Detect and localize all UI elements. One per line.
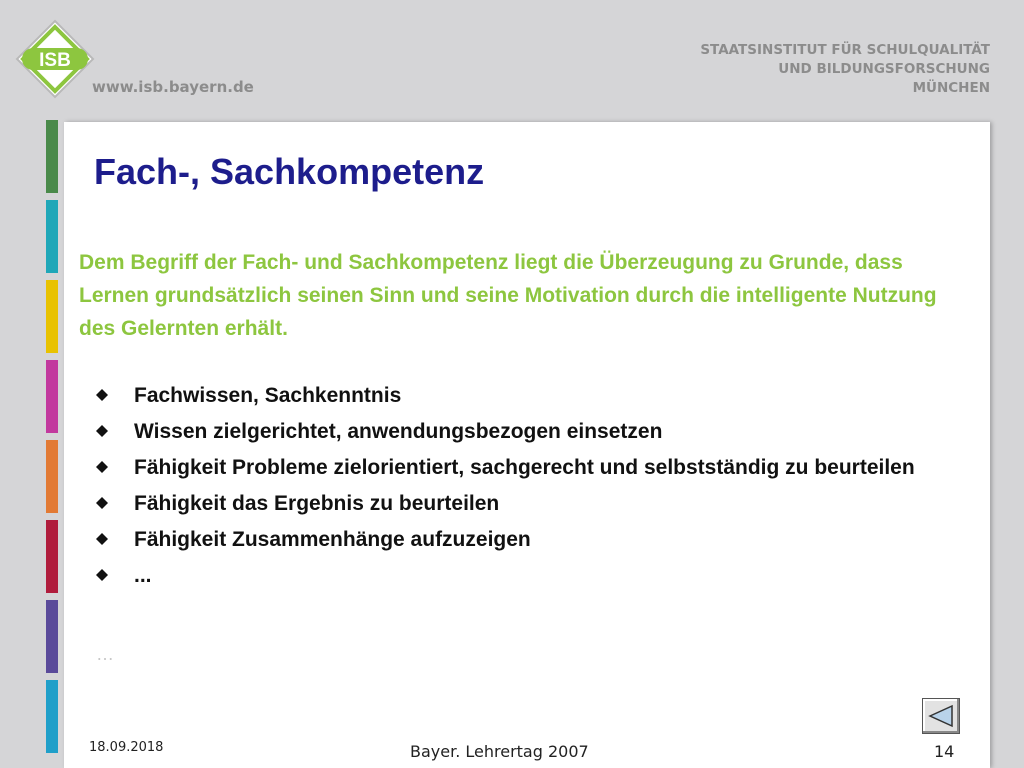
color-bar [46, 600, 58, 673]
diamond-bullet-icon [96, 425, 108, 437]
color-bar-strip [46, 120, 58, 760]
institute-line-2: UND BILDUNGSFORSCHUNG [778, 61, 990, 77]
bullet-text: ... [134, 564, 152, 587]
color-bar [46, 280, 58, 353]
institute-name [700, 41, 990, 98]
footer-event: Bayer. Lehrertag 2007 [410, 742, 589, 761]
trailing-ellipsis: … [96, 644, 114, 664]
bullet-text: Fähigkeit das Ergebnis zu beurteilen [134, 492, 500, 515]
bullet-item [94, 489, 964, 518]
bullet-list [94, 381, 964, 597]
bullet-text: Fähigkeit Probleme zielorientiert, sachgerecht und selbstständig zu beurteilen [134, 456, 915, 479]
logo-url: www.isb.bayern.de [92, 78, 254, 96]
back-button[interactable] [922, 698, 960, 734]
institute-line-1: STAATSINSTITUT FÜR SCHULQUALITÄT [700, 42, 990, 58]
color-bar [46, 360, 58, 433]
slide-title: Fach-, Sachkompetenz [94, 151, 485, 192]
color-bar [46, 680, 58, 753]
footer-date: 18.09.2018 [89, 740, 164, 755]
institute-line-3: MÜNCHEN [912, 80, 990, 96]
page-number: 14 [934, 742, 955, 761]
bullet-item [94, 417, 964, 446]
bullet-text: Wissen zielgerichtet, anwendungsbezogen einsetzen [134, 420, 663, 443]
diamond-bullet-icon [96, 569, 108, 581]
triangle-left-icon [928, 704, 954, 728]
bullet-text: Fähigkeit Zusammenhänge aufzuzeigen [134, 528, 531, 551]
intro-paragraph: Dem Begriff der Fach- und Sachkompetenz liegt die Überzeugung zu Grunde, dass Lernen grundsätzlich seinen Sinn und seine Motivation durch die intelligente Nutzung des Gelernten erhält. [79, 251, 937, 340]
bullet-item [94, 381, 964, 410]
isb-logo [14, 18, 96, 100]
diamond-bullet-icon [96, 461, 108, 473]
diamond-bullet-icon [96, 389, 108, 401]
color-bar [46, 120, 58, 193]
diamond-bullet-icon [96, 497, 108, 509]
color-bar [46, 440, 58, 513]
bullet-text: Fachwissen, Sachkenntnis [134, 384, 402, 407]
bullet-item [94, 561, 964, 590]
bullet-item [94, 525, 964, 554]
bullet-item [94, 453, 964, 482]
color-bar [46, 200, 58, 273]
diamond-bullet-icon [96, 533, 108, 545]
logo-text: ISB [39, 50, 71, 71]
color-bar [46, 520, 58, 593]
slide-panel [64, 122, 990, 768]
